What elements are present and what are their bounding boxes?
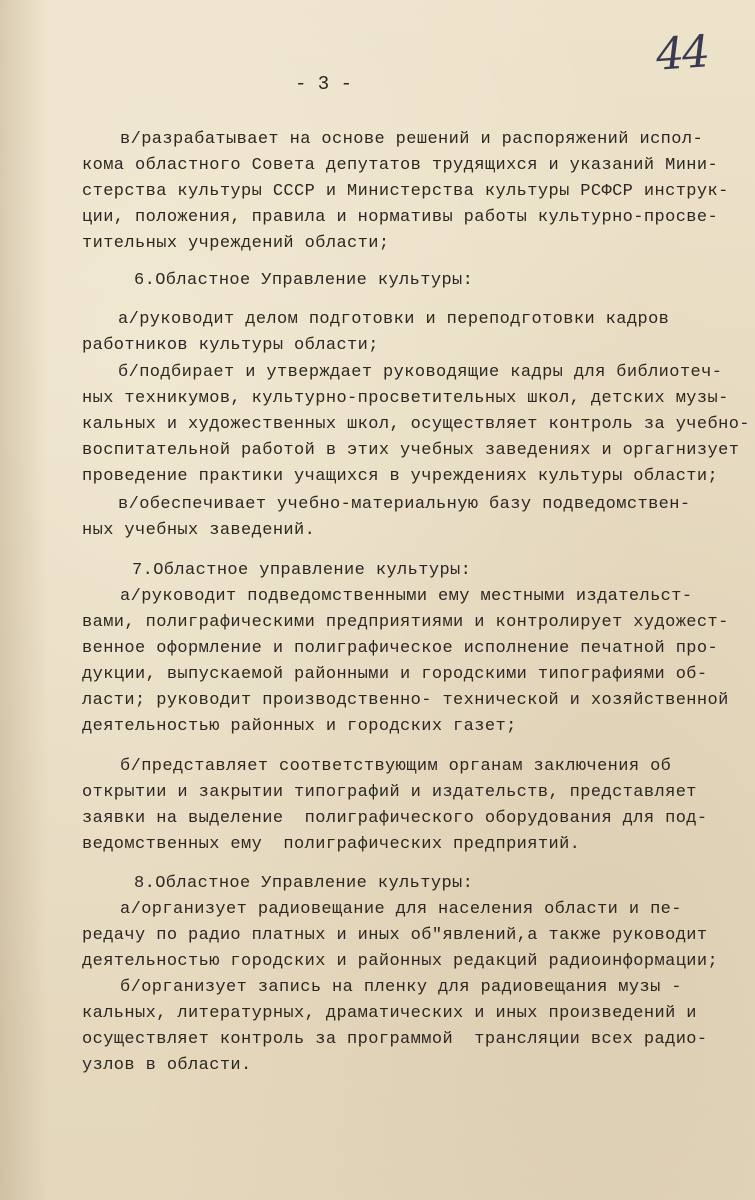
text-line: ласти; руководит производственно- технической и хозяйственной [82, 691, 729, 710]
text-line: ведомственных ему полиграфических предприятий. [82, 835, 581, 854]
text-line: ных учебных заведений. [82, 521, 316, 540]
text-line: ции, положения, правила и нормативы работы культурно-просве- [82, 208, 719, 227]
text-line: стерства культуры СССР и Министерства культуры РСФСР инструк- [82, 182, 729, 201]
text-line: а/руководит делом подготовки и переподготовки кадров [118, 310, 670, 329]
text-line: открытии и закрытии типографий и издательств, представляет [82, 783, 697, 802]
text-line: тительных учреждений области; [82, 234, 390, 253]
text-line: а/организует радиовещание для населения области и пе- [120, 900, 682, 919]
text-line: деятельностью районных и городских газет; [82, 717, 517, 736]
section-heading: 7.Областное управление культуры: [132, 561, 472, 580]
text-line: ных техникумов, культурно-просветительных школ, детских музы- [82, 389, 729, 408]
section-heading: 8.Областное Управление культуры: [134, 874, 474, 893]
text-line: в/разрабатывает на основе решений и распоряжений испол- [120, 130, 704, 149]
text-line: кальных, литературных, драматических и иных произведений и [82, 1004, 697, 1023]
text-line: б/представляет соответствующим органам заключения об [120, 757, 672, 776]
text-line: заявки на выделение полиграфического оборудования для под- [82, 809, 708, 828]
text-line: работников культуры области; [82, 336, 379, 355]
text-line: кальных и художественных школ, осуществляет контроль за учебно- [82, 415, 750, 434]
page-number: - 3 - [295, 73, 353, 95]
text-line: воспитательной работой в этих учебных заведениях и оргагнизует [82, 441, 740, 460]
text-line: кома областного Совета депутатов трудящихся и указаний Мини- [82, 156, 719, 175]
text-line: б/подбирает и утверждает руководящие кадры для библиотеч- [118, 363, 723, 382]
text-line: а/руководит подведомственными ему местными издательст- [120, 587, 693, 606]
text-line: редачу по радио платных и иных об"явлений,а также руководит [82, 926, 708, 945]
section-heading: 6.Областное Управление культуры: [134, 271, 474, 290]
text-line: б/организует запись на пленку для радиовещания музы - [120, 978, 682, 997]
handwritten-folio-number: 44 [654, 26, 710, 81]
text-line: проведение практики учащихся в учреждениях культуры области; [82, 467, 719, 486]
text-line: венное оформление и полиграфическое исполнение печатной про- [82, 639, 719, 658]
text-line: осуществляет контроль за программой трансляции всех радио- [82, 1030, 708, 1049]
text-line: узлов в области. [82, 1056, 252, 1075]
text-line: дукции, выпускаемой районными и городскими типографиями об- [82, 665, 708, 684]
text-line: вами, полиграфическими предприятиями и контролирует художест- [82, 613, 729, 632]
text-line: деятельностью городских и районных редакций радиоинформации; [82, 952, 719, 971]
text-line: в/обеспечивает учебно-материальную базу подведомствен- [118, 495, 691, 514]
